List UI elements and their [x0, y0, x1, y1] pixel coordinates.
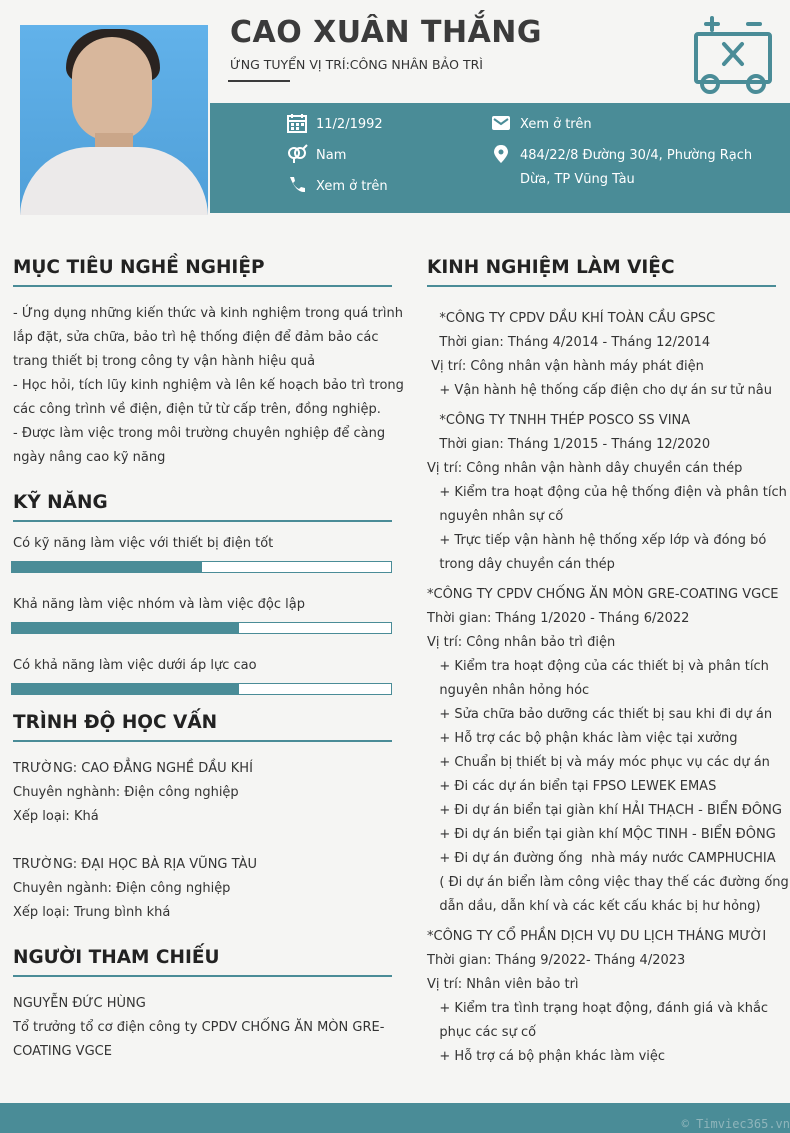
- location-pin-icon: [490, 144, 512, 164]
- experience-line: dẫn dầu, dẫn khí và các kết cấu khác bị hư hỏng): [427, 899, 761, 914]
- reference-title: NGƯỜI THAM CHIẾU: [13, 947, 220, 968]
- experience-line: nguyên nhân hỏng hóc: [427, 683, 590, 698]
- experience-line: Thời gian: Tháng 4/2014 - Tháng 12/2014: [427, 335, 711, 350]
- phone-row: [286, 175, 388, 199]
- experience-line: nguyên nhân sự cố: [427, 509, 564, 524]
- skills-title: KỸ NĂNG: [13, 492, 108, 513]
- education-rule: [13, 740, 392, 742]
- reference-line: COATING VGCE: [13, 1044, 112, 1059]
- experience-line: + Sửa chữa bảo dưỡng các thiết bị sau khi đi dự án: [427, 707, 773, 722]
- contact-band: [210, 103, 790, 213]
- education-line: Chuyên nghành: Điện công nghiệp: [13, 785, 239, 800]
- experience-line: + Chuẩn bị thiết bị và máy móc phục vụ các dự án: [427, 755, 770, 770]
- gender-value: Nam: [316, 148, 347, 163]
- reference-line: NGUYỄN ĐỨC HÙNG: [13, 996, 146, 1011]
- education-line: TRƯỜNG: ĐẠI HỌC BÀ RỊA VŨNG TÀU: [13, 857, 257, 872]
- experience-line: + Vận hành hệ thống cấp điện cho dự án sư tử nâu: [427, 383, 772, 398]
- education-line: Chuyên ngành: Điện công nghiệp: [13, 881, 231, 896]
- experience-title: KINH NGHIỆM LÀM VIỆC: [427, 257, 675, 278]
- skill-bar-fill: [12, 562, 202, 572]
- experience-line: Thời gian: Tháng 1/2020 - Tháng 6/2022: [427, 611, 690, 626]
- objective-rule: [13, 285, 392, 287]
- electrician-tools-icon: [690, 10, 776, 96]
- gender-icon: [286, 144, 308, 164]
- objective-text: [13, 302, 404, 470]
- skills-rule: [13, 520, 392, 522]
- objective-line: - Học hỏi, tích lũy kinh nghiệm và lên kế hoạch bảo trì trong: [13, 378, 404, 393]
- experience-line: + Đi dự án đường ống nhà máy nước CAMPHUCHIA: [427, 851, 776, 866]
- profile-photo: [20, 25, 208, 215]
- experience-line: Vị trí: Công nhân vận hành máy phát điện: [427, 359, 704, 374]
- experience-line: *CÔNG TY TNHH THÉP POSCO SS VINA: [427, 413, 691, 428]
- skill-label: Có kỹ năng làm việc với thiết bị điện tốt: [13, 536, 274, 551]
- experience-line: + Kiểm tra tình trạng hoạt động, đánh giá và khắc: [427, 1001, 769, 1016]
- address-row: [490, 144, 752, 192]
- address-line-1: 484/22/8 Đường 30/4, Phường Rạch: [520, 148, 753, 163]
- address-value: [520, 144, 752, 192]
- email-icon: [490, 113, 512, 133]
- skill-bar: [11, 561, 392, 573]
- objective-line: trang thiết bị trong công ty vận hành hiệu quả: [13, 354, 316, 369]
- experience-line: + Đi các dự án biển tại FPSO LEWEK EMAS: [427, 779, 717, 794]
- education-line: [13, 829, 392, 853]
- applied-position: ỨNG TUYỂN VỊ TRÍ:CÔNG NHÂN BẢO TRÌ: [230, 57, 483, 72]
- skill-bar: [11, 622, 392, 634]
- email-row: [490, 113, 592, 137]
- phone-value: Xem ở trên: [316, 179, 388, 194]
- reference-text: [13, 992, 392, 1064]
- experience-line: *CÔNG TY CPDV DẦU KHÍ TOÀN CẦU GPSC: [427, 311, 716, 326]
- experience-line: Vị trí: Công nhân bảo trì điện: [427, 635, 616, 650]
- experience-line: trong dây chuyền cán thép: [427, 557, 615, 572]
- email-value: Xem ở trên: [520, 117, 592, 132]
- education-line: TRƯỜNG: CAO ĐẲNG NGHỀ DẦU KHÍ: [13, 761, 253, 776]
- experience-line: + Trực tiếp vận hành hệ thống xếp lớp và đóng bó: [427, 533, 767, 548]
- calendar-icon: [286, 113, 308, 133]
- objective-line: các công trình về điện, điện tử từ cấp trên, đồng nghiệp.: [13, 402, 381, 417]
- experience-line: + Kiểm tra hoạt động của các thiết bị và phân tích: [427, 659, 769, 674]
- title-underline: [228, 80, 290, 82]
- experience-line: + Đi dự án biển tại giàn khí MỘC TINH - BIỂN ĐÔNG: [427, 827, 776, 842]
- experience-line: + Đi dự án biển tại giàn khí HẢI THẠCH - BIỂN ĐÔNG: [427, 803, 782, 818]
- education-line: Xếp loại: Trung bình khá: [13, 905, 171, 920]
- experience-rule: [427, 285, 776, 287]
- skill-label: Khả năng làm việc nhóm và làm việc độc lập: [13, 597, 305, 612]
- education-text: [13, 757, 392, 925]
- objective-line: - Ứng dụng những kiến thức và kinh nghiệm trong quá trình: [13, 306, 403, 321]
- skill-bar-fill: [12, 684, 239, 694]
- experience-line: + Hỗ trợ cá bộ phận khác làm việc: [427, 1049, 666, 1064]
- objective-title: MỤC TIÊU NGHỀ NGHIỆP: [13, 257, 265, 278]
- experience-line: Vị trí: Công nhân vận hành dây chuyền cán thép: [427, 461, 743, 476]
- reference-rule: [13, 975, 392, 977]
- education-line: Xếp loại: Khá: [13, 809, 99, 824]
- experience-line: + Hỗ trợ các bộ phận khác làm việc tại xưởng: [427, 731, 738, 746]
- footer-bar: [0, 1103, 790, 1133]
- skill-bar: [11, 683, 392, 695]
- objective-line: - Được làm việc trong môi trường chuyên nghiệp để càng: [13, 426, 386, 441]
- skill-label: Có khả năng làm việc dưới áp lực cao: [13, 658, 257, 673]
- gender-row: [286, 144, 346, 168]
- watermark: © Timviec365.vn: [681, 1117, 790, 1131]
- objective-line: ngày nâng cao kỹ năng: [13, 450, 166, 465]
- objective-line: lắp đặt, sửa chữa, bảo trì hệ thống điện để đảm bảo các: [13, 330, 379, 345]
- experience-text: [427, 307, 789, 1069]
- education-title: TRÌNH ĐỘ HỌC VẤN: [13, 712, 218, 733]
- experience-line: Thời gian: Tháng 9/2022- Tháng 4/2023: [427, 953, 686, 968]
- candidate-name: CAO XUÂN THẮNG: [230, 15, 543, 50]
- phone-icon: [286, 175, 308, 195]
- experience-line: *CÔNG TY CỔ PHẦN DỊCH VỤ DU LỊCH THÁNG MƯỜI: [427, 929, 767, 944]
- experience-line: phục các sự cố: [427, 1025, 537, 1040]
- address-line-2: Dừa, TP Vũng Tàu: [520, 172, 635, 187]
- experience-line: Thời gian: Tháng 1/2015 - Tháng 12/2020: [427, 437, 711, 452]
- experience-line: Vị trí: Nhân viên bảo trì: [427, 977, 579, 992]
- reference-line: Tổ trưởng tổ cơ điện công ty CPDV CHỐNG ĂN MÒN GRE-: [13, 1020, 385, 1035]
- experience-line: ( Đi dự án biển làm công việc thay thế các đường ống: [427, 875, 789, 890]
- skill-bar-fill: [12, 623, 239, 633]
- experience-line: + Kiểm tra hoạt động của hệ thống điện và phân tích: [427, 485, 787, 500]
- experience-line: *CÔNG TY CPDV CHỐNG ĂN MÒN GRE-COATING VGCE: [427, 587, 779, 602]
- birthday-row: [286, 113, 383, 137]
- birthday-value: 11/2/1992: [316, 117, 383, 132]
